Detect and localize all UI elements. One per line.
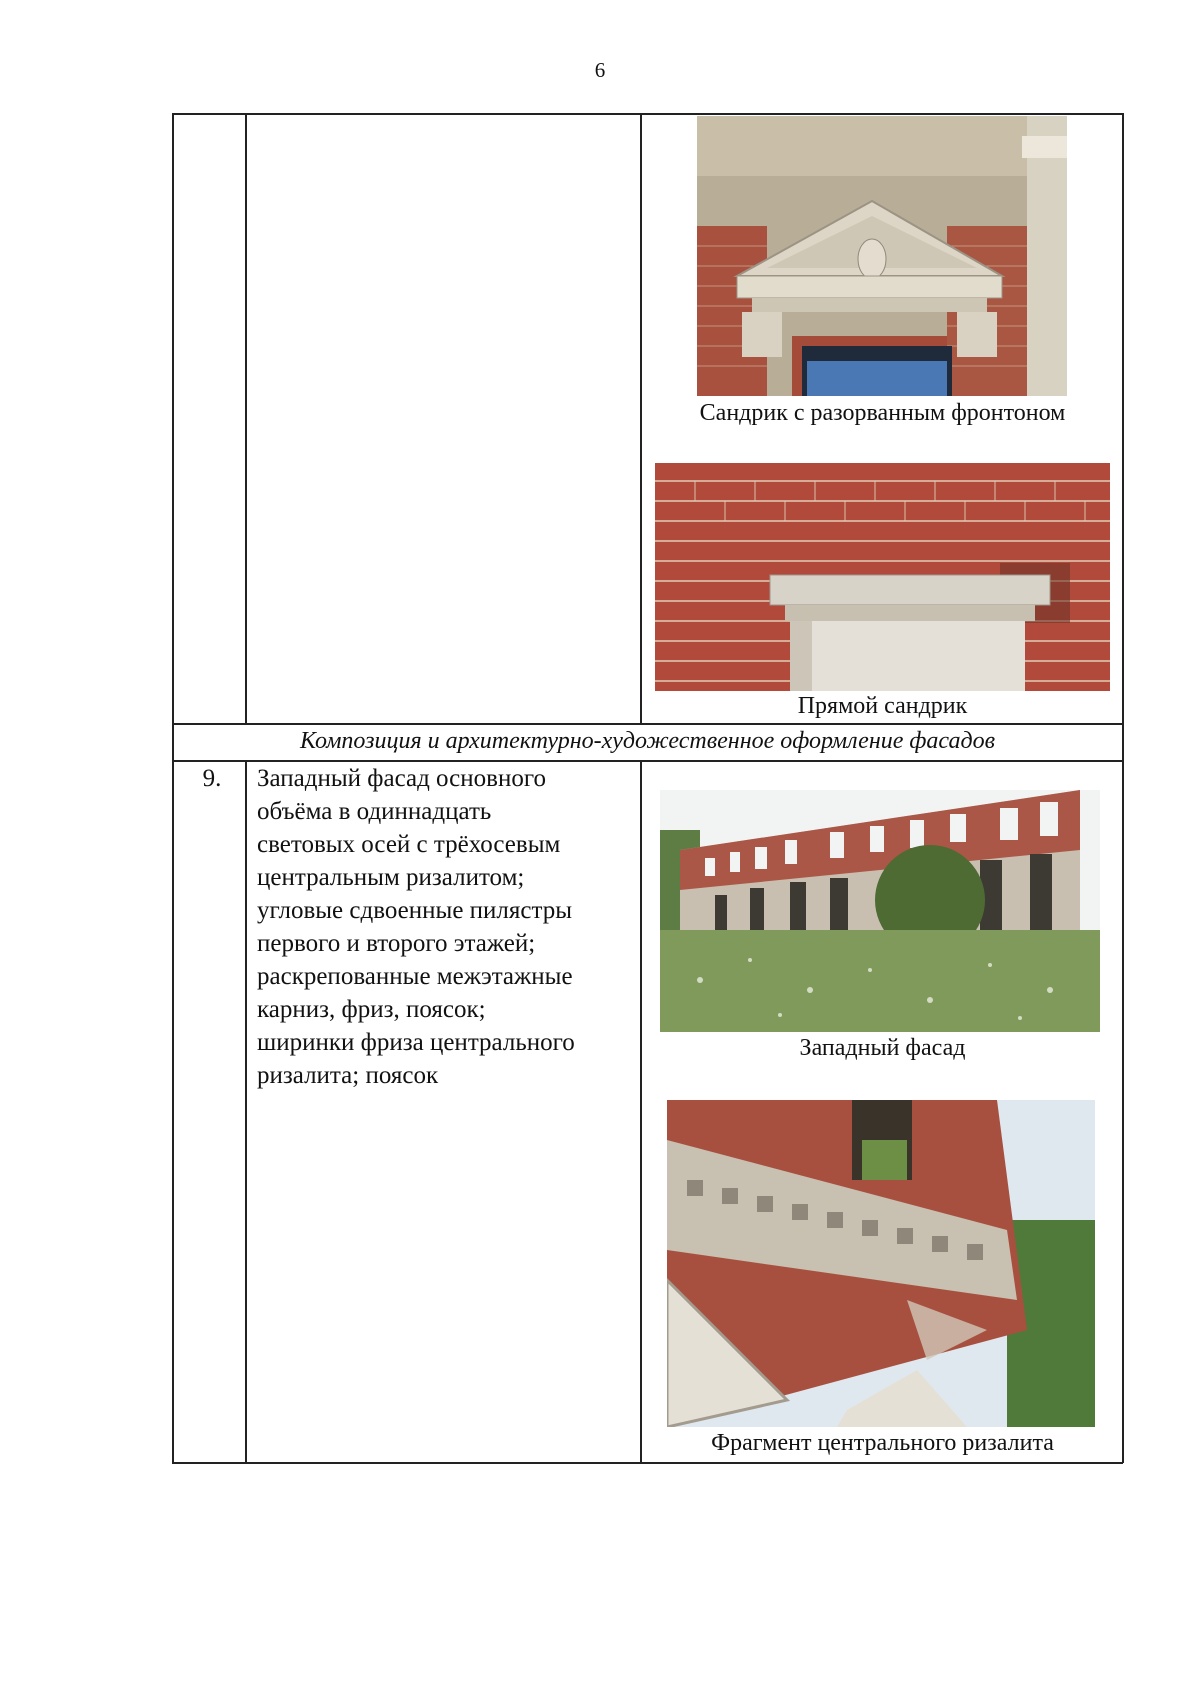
table-border [1122, 113, 1124, 1463]
section-header: Композиция и архитектурно-художественное оформление фасадов [299, 728, 996, 754]
photo-caption: Сандрик с разорванным фронтоном [699, 400, 1066, 426]
description-line: раскрепованные межэтажные [257, 963, 573, 990]
table-border [245, 113, 247, 724]
description-line: первого и второго этажей; [257, 930, 536, 957]
description-line: Западный фасад основного [257, 765, 546, 792]
photo-caption: Фрагмент центрального ризалита [711, 1430, 1054, 1456]
table-border [172, 113, 1123, 115]
description-line: ширинки фриза центрального [257, 1029, 575, 1056]
broken-pediment-window-photo [697, 116, 1067, 396]
row-number: 9. [202, 765, 222, 792]
table-border [640, 760, 642, 1463]
table-border [172, 760, 1123, 762]
table-border [640, 113, 642, 724]
central-risalit-fragment-photo [667, 1100, 1095, 1427]
table-border [172, 723, 1123, 725]
west-facade-photo [660, 790, 1100, 1032]
table-border [172, 113, 174, 1463]
description-line: ризалита; поясок [257, 1062, 439, 1089]
description-line: угловые сдвоенные пилястры [257, 897, 573, 924]
page-number: 6 [594, 58, 606, 82]
photo-caption: Прямой сандрик [797, 693, 968, 719]
description-line: карниз, фриз, поясок; [257, 996, 486, 1023]
description-line: объёма в одиннадцать [257, 798, 492, 825]
description-line: центральным ризалитом; [257, 864, 525, 891]
table-border [172, 1462, 1123, 1464]
photo-caption: Западный фасад [799, 1035, 966, 1061]
straight-sandrik-photo [655, 463, 1110, 691]
table-border [245, 760, 247, 1463]
description-line: световых осей с трёхосевым [257, 831, 561, 858]
